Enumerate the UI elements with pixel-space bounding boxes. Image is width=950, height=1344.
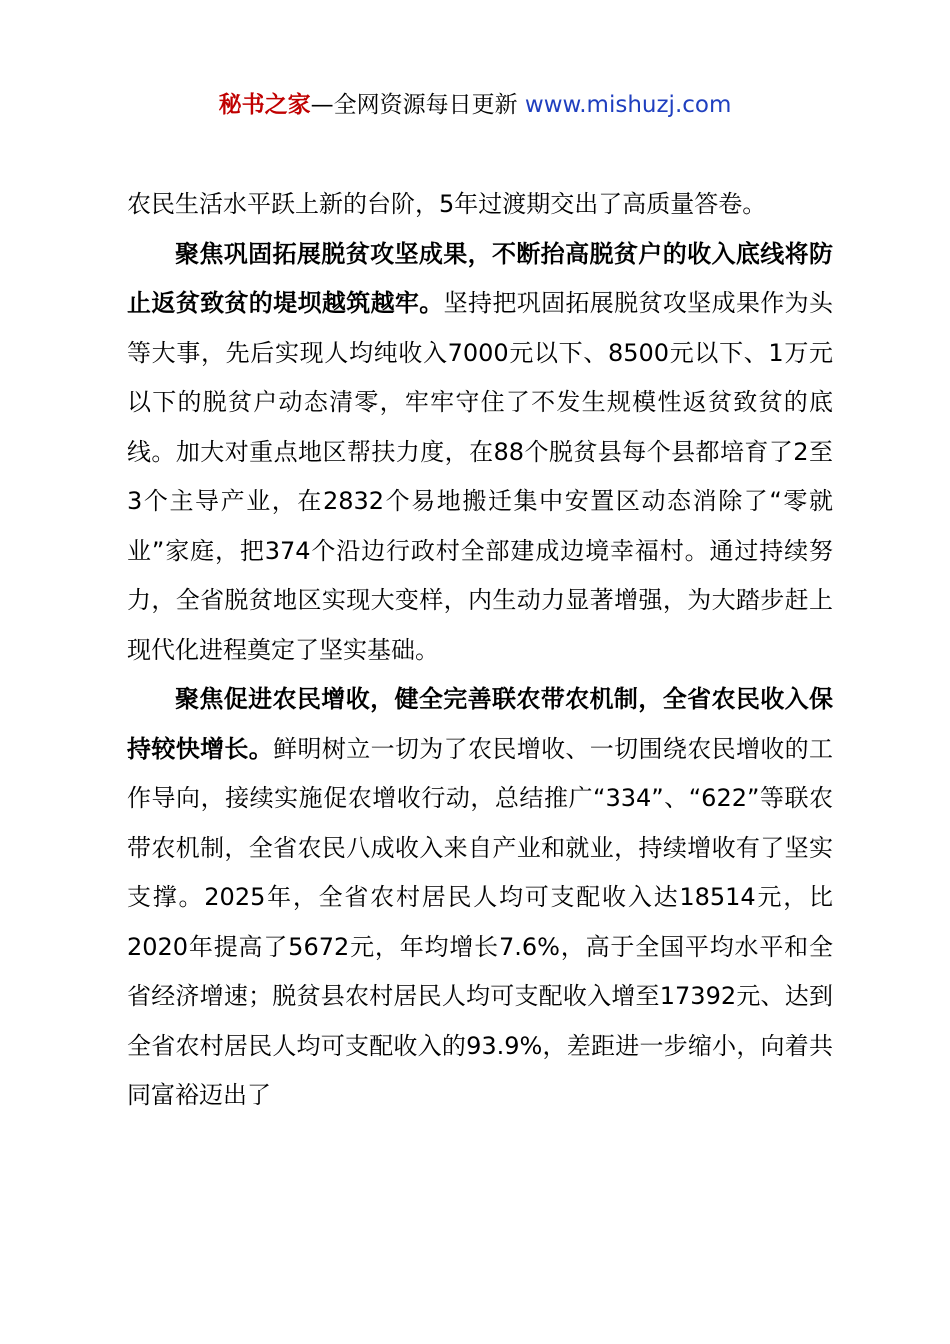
paragraph-text: 坚持把巩固拓展脱贫攻坚成果作为头等大事，先后实现人均纯收入7000元以下、8500元以下、1万元以下的脱贫户动态清零，牢牢守住了不发生规模性返贫致贫的底线。加大对重点地区帮扶力度，在88个脱贫县每个县都培育了2至3个主导产业，在2832个易地搬迁集中安置区动态消除了“零就业”家庭，把374个沿边行政村全部建成边境幸福村。通过持续努力，全省脱贫地区实现大变样，内生动力显著增强，为大踏步赶上现代化进程奠定了坚实基础。 <box>127 289 834 664</box>
paragraph-text: 鲜明树立一切为了农民增收、一切围绕农民增收的工作导向，接续实施促农增收行动，总结推广“334”、“622”等联农带农机制，全省农民八成收入来自产业和就业，持续增收有了坚实支撑。2025年，全省农村居民人均可支配收入达18514元，比2020年提高了5672元，年均增长7.6%，高于全国平均水平和全省经济增速；脱贫县农村居民人均可支配收入增至17392元、达到全省农村居民人均可支配收入的93.9%，差距进一步缩小，向着共同富裕迈出了 <box>127 734 834 1109</box>
brand-name: 秘书之家 <box>218 92 311 118</box>
paragraph-poverty-alleviation <box>127 230 833 676</box>
paragraph-lead-heading: 聚焦促进农民增收，健全完善联农带农机制，全省农民收入保持较快增长。 <box>127 685 833 763</box>
page-header <box>0 88 950 122</box>
document-body <box>127 180 833 1121</box>
paragraph-continuation <box>127 180 833 230</box>
site-url-link[interactable]: www.mishuzj.com <box>524 92 732 118</box>
paragraph-income-growth <box>127 675 833 1121</box>
header-tagline: —全网资源每日更新 <box>310 92 525 118</box>
paragraph-text: 农民生活水平跃上新的台阶，5年过渡期交出了高质量答卷。 <box>127 190 767 218</box>
paragraph-lead-heading: 聚焦巩固拓展脱贫攻坚成果，不断抬高脱贫户的收入底线将防止返贫致贫的堤坝越筑越牢。 <box>127 239 833 317</box>
